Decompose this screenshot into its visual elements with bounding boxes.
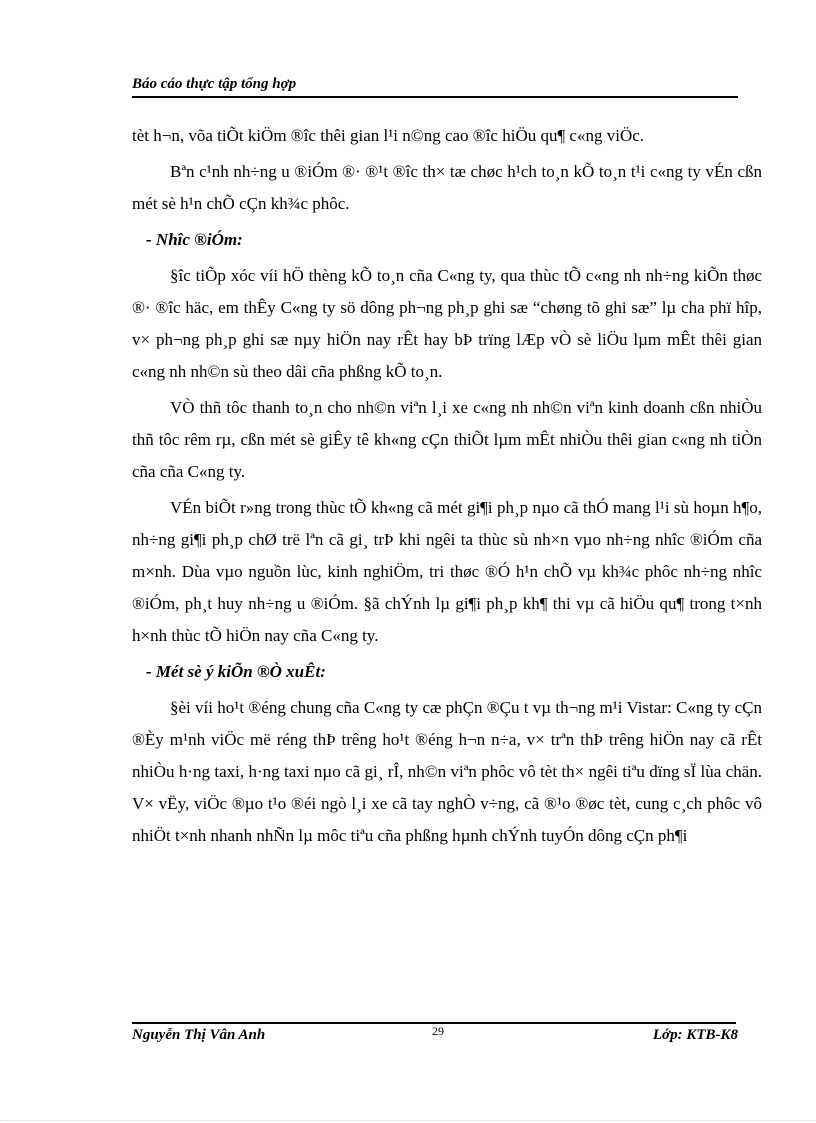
paragraph-solutions: VÉn biÕt r»ng trong thùc tÕ kh«ng cã mét gi¶i ph¸p nµo cã thÓ mang l¹i sù hoµn h¶o, nh÷ng gi¶i ph¸p chØ trë lªn cã gi¸ trÞ khi ngêi ta thùc sù nh×n vµo nh÷ng nhîc ®iÓm cña m×nh. Dùa vµo nguồn lùc, kinh nghiÖm, tri thøc ®Ó h¹n chÕ vµ kh¾c phôc nh÷ng nhîc ®iÓm, ph¸t huy nh÷ng u ®iÓm. §ã chÝnh lµ gi¶i ph¸p kh¶ thi vµ cã hiÖu qu¶ trong t×nh h×nh thùc tÕ hiÖn nay cña C«ng ty. <box>132 498 762 645</box>
section-heading-proposals: - Mét sè ý kiÕn ®Ò xuÊt: <box>146 662 326 681</box>
footer-author: Nguyễn Thị Vân Anh <box>132 1027 266 1043</box>
page-bottom-dotted-line <box>0 1120 816 1121</box>
footer-class-label: Lớp: KTB-K8 <box>652 1027 738 1043</box>
paragraph-advantages: Bªn c¹nh nh÷ng u ®iÓm ®· ®¹t ®îc th× tæ chøc h¹ch to¸n kÕ to¸n t¹i c«ng ty vÉn cßn mét sè h¹n chÕ cÇn kh¾c phôc. <box>132 162 762 213</box>
page-number: 29 <box>432 1024 444 1038</box>
header-divider <box>132 96 738 98</box>
paragraph-continuation: tèt h¬n, võa tiÕt kiÖm ®îc thêi gian l¹i n©ng cao ®îc hiÖu qu¶ c«ng viÖc. <box>132 126 645 145</box>
paragraph-accounting-method: §îc tiÕp xóc víi hÖ thèng kÕ to¸n cña C«ng ty, qua thùc tÕ c«ng nh nh÷ng kiÕn thøc ®· ®îc häc, em thÊy C«ng ty sö dông ph¬ng ph¸p ghi sæ “chøng tõ ghi sæ” lµ cha phï hîp, v× ph¬ng ph¸p ghi sæ nµy hiÖn nay rÊt hay bÞ trïng lÆp vÒ sè liÖu lµm mÊt thêi gian c«ng nh nh©n sù theo dâi cña phßng kÕ to¸n. <box>132 266 762 381</box>
section-heading-disadvantages: - Nhîc ®iÓm: <box>146 230 243 249</box>
page-header-title: Báo cáo thực tập tổng hợp <box>132 76 297 92</box>
paragraph-payment-procedures: VÒ thñ tôc thanh to¸n cho nh©n viªn l¸i xe c«ng nh nh©n viªn kinh doanh cßn nhiÒu thñ tôc rêm rµ, cßn mét sè giÊy tê kh«ng cÇn thiÕt lµm mÊt nhiÒu thêi gian c«ng nh tiÒn cña cña C«ng ty. <box>132 398 762 481</box>
paragraph-proposals: §èi víi ho¹t ®éng chung cña C«ng ty cæ phÇn ®Çu t vµ th¬ng m¹i Vistar: C«ng ty cÇn ®Èy m¹nh viÖc më réng thÞ trêng ho¹t ®éng h¬n n÷a, v× trªn thÞ trêng hiÖn nay cã rÊt nhiÒu h·ng taxi, h·ng taxi nµo cã gi¸ rÎ, nh©n viªn phôc vô tèt th× ngêi tiªu dïng sÏ lùa chän. V× vËy, viÖc ®µo t¹o ®éi ngò l¸i xe cã tay nghÒ v÷ng, cã ®¹o ®øc tèt, cung c¸ch phôc vô nhiÖt t×nh nhanh nhÑn lµ môc tiªu cña phßng hµnh chÝnh tuyÓn dông cÇn ph¶i <box>132 698 762 845</box>
document-body <box>132 120 762 852</box>
